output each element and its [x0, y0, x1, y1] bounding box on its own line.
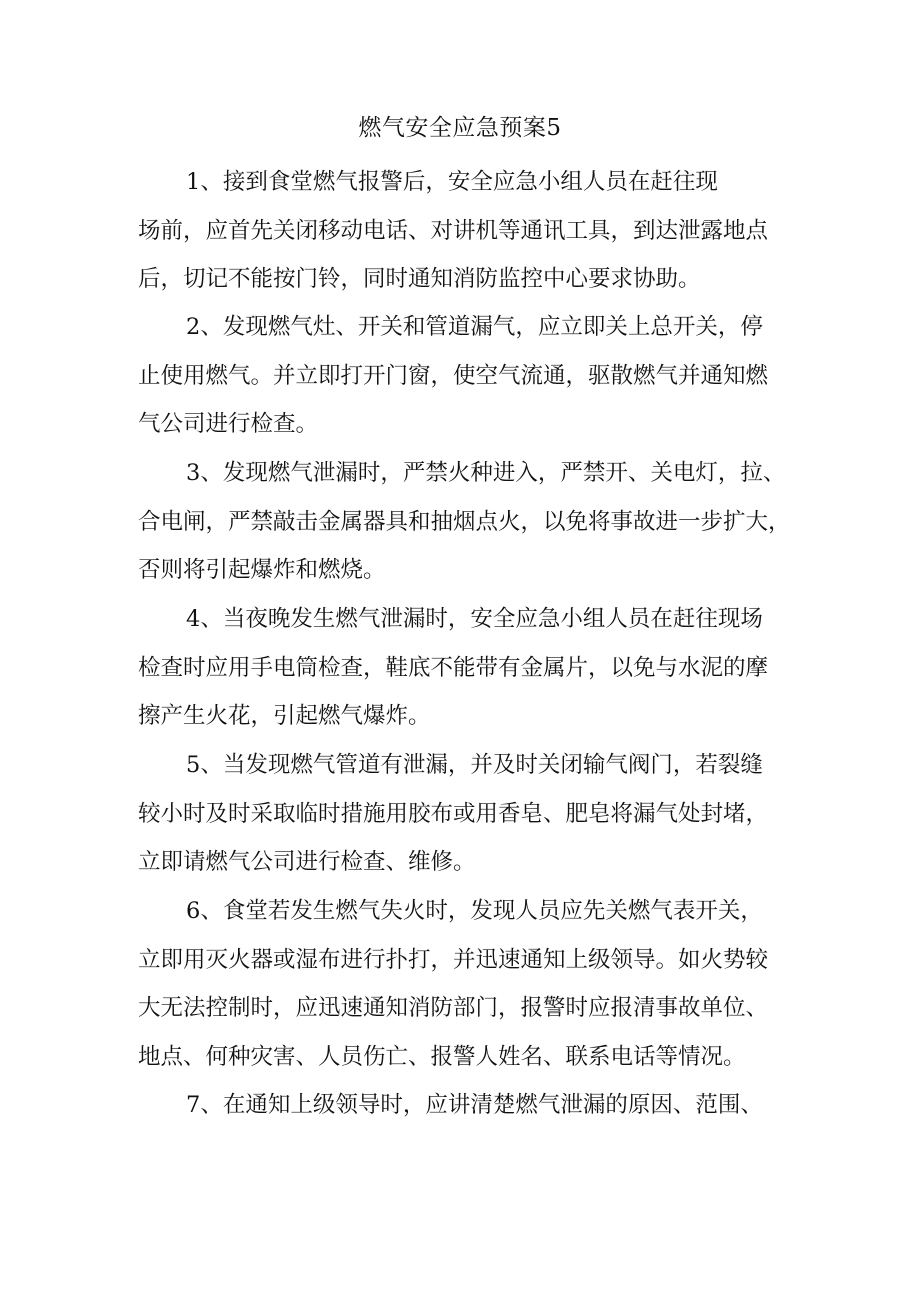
paragraph-line: 1、接到食堂燃气报警后，安全应急小组人员在赶往现: [186, 169, 718, 195]
paragraph-2: [138, 303, 798, 449]
paragraph-line: 6、食堂若发生燃气失火时，发现人员应先关燃气表开关，: [186, 898, 763, 924]
paragraph-line: 3、发现燃气泄漏时，严禁火种进入，严禁开、关电灯，拉、: [186, 460, 786, 486]
paragraph-3: [138, 449, 798, 595]
paragraph-line: 大无法控制时，应迅速通知消防部门，报警时应报清事故单位、: [138, 995, 769, 1021]
paragraph-5: [138, 741, 798, 887]
paragraph-line: 否则将引起爆炸和燃烧。: [138, 557, 386, 583]
paragraph-line: 后，切记不能按门铃，同时通知消防监控中心要求协助。: [138, 266, 701, 292]
paragraph-line: 立即用灭火器或湿布进行扑打，并迅速通知上级领导。如火势较: [138, 946, 769, 973]
paragraph-4: [138, 595, 798, 741]
paragraph-line: 地点、何种灾害、人员伤亡、报警人姓名、联系电话等情况。: [138, 1043, 746, 1070]
paragraph-line: 止使用燃气。并立即打开门窗，使空气流通，驱散燃气并通知燃: [138, 362, 769, 389]
paragraph-line: 气公司进行检查。: [138, 411, 319, 437]
paragraph-line: 擦产生火花，引起燃气爆炸。: [138, 703, 431, 729]
paragraph-line: 检查时应用手电筒检查，鞋底不能带有金属片，以免与水泥的摩: [138, 654, 769, 681]
paragraph-line: 场前，应首先关闭移动电话、对讲机等通讯工具，到达泄露地点: [138, 217, 769, 244]
paragraph-line: 7、在通知上级领导时，应讲清楚燃气泄漏的原因、范围、: [186, 1092, 763, 1118]
paragraph-line: 5、当发现燃气管道有泄漏，并及时关闭输气阀门，若裂缝: [186, 752, 763, 778]
document-title: 燃气安全应急预案5: [358, 115, 562, 141]
paragraph-line: 立即请燃气公司进行检查、维修。: [138, 849, 476, 875]
paragraph-6: [138, 887, 798, 1081]
paragraph-7: [138, 1081, 798, 1130]
paragraph-1: [138, 158, 798, 304]
paragraph-line: 较小时及时采取临时措施用胶布或用香皂、肥皂将漏气处封堵，: [138, 800, 769, 827]
paragraph-line: 4、当夜晚发生燃气泄漏时，安全应急小组人员在赶往现场: [186, 606, 763, 632]
paragraph-line: 合电闸，严禁敲击金属器具和抽烟点火，以免将事故进一步扩大，: [138, 508, 791, 535]
paragraph-line: 2、发现燃气灶、开关和管道漏气，应立即关上总开关，停: [186, 314, 763, 340]
